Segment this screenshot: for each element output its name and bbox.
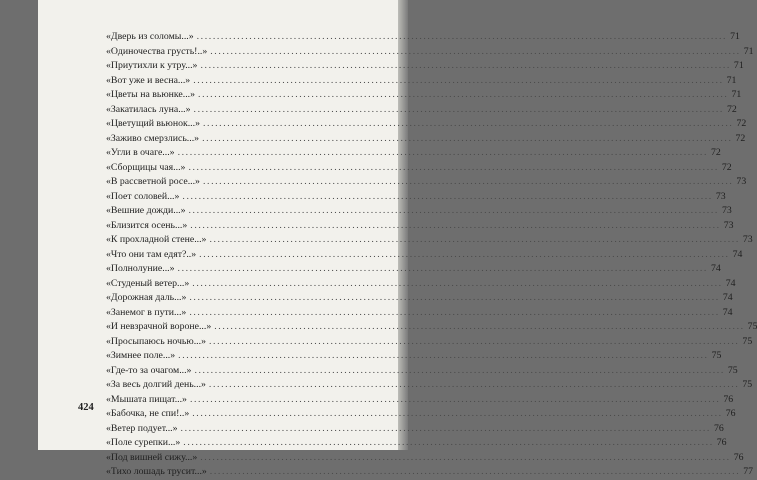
toc-entry-title: «Зимнее поле...» <box>106 350 176 361</box>
toc-entry <box>106 465 754 480</box>
dot-leader <box>198 88 728 103</box>
toc-entry-page: 76 <box>723 393 734 405</box>
toc-entry-page: 71 <box>733 60 744 71</box>
dot-leader <box>210 465 740 480</box>
toc-entry <box>106 335 753 350</box>
toc-entry-title: «Что они там едят?..» <box>106 248 197 260</box>
toc-entry-title: «Закатилась луна...» <box>106 103 191 115</box>
toc-entry-page: 75 <box>747 321 757 332</box>
dot-leader <box>209 233 739 248</box>
toc-entry-page: 76 <box>716 437 727 448</box>
toc-entry-title: «Полнолуние...» <box>106 263 175 274</box>
dot-leader <box>178 262 708 277</box>
dot-leader <box>203 175 733 190</box>
toc-entry-page: 72 <box>721 161 732 173</box>
toc-entry <box>106 88 742 103</box>
toc-entry-page: 73 <box>715 190 726 202</box>
toc-entry <box>106 117 747 132</box>
toc-entry <box>106 378 753 393</box>
dot-leader <box>188 161 718 176</box>
toc-entry-page: 75 <box>711 350 722 361</box>
toc-entry <box>106 364 738 379</box>
toc-entry <box>106 407 736 422</box>
dot-leader <box>209 378 739 393</box>
toc-entry-page: 76 <box>713 422 724 434</box>
toc-entry-page: 73 <box>736 176 747 187</box>
toc-entry-page: 73 <box>723 219 734 231</box>
toc-entry-page: 76 <box>733 451 744 463</box>
toc-entry-title: «Где-то за очагом...» <box>106 364 192 376</box>
toc-entry <box>106 422 724 437</box>
toc-entry-title: «Мышата пищат...» <box>106 393 187 405</box>
page-number: 424 <box>78 402 94 413</box>
toc-entry-title: «Одиночества грусть!..» <box>106 45 208 57</box>
toc-entry <box>106 146 721 161</box>
toc-entry-page: 72 <box>735 132 746 144</box>
toc-entry-page: 74 <box>710 263 721 274</box>
toc-entry <box>106 59 744 74</box>
toc-entry <box>106 204 732 219</box>
toc-entry <box>106 132 746 147</box>
toc-entry-page: 74 <box>732 248 743 260</box>
toc-entry-title: «К прохладной стене...» <box>106 234 207 245</box>
toc-entry-page: 77 <box>743 466 754 477</box>
toc-entry <box>106 74 737 89</box>
toc-entry-page: 74 <box>722 306 733 318</box>
toc-entry <box>106 219 734 234</box>
dot-leader <box>190 393 720 408</box>
dot-leader <box>189 204 719 219</box>
dot-leader <box>210 45 740 60</box>
dot-leader <box>178 146 708 161</box>
toc-entry-title: «Угли в очаге...» <box>106 147 175 158</box>
toc-entry <box>106 277 736 292</box>
toc-entry <box>106 233 753 248</box>
toc-entry-page: 75 <box>742 379 753 390</box>
dot-leader <box>194 364 724 379</box>
dot-leader <box>192 407 722 422</box>
toc-entry-title: «Бабочка, не спи!..» <box>106 408 190 419</box>
dot-leader <box>199 248 729 263</box>
toc-entry-title: «Занемог в пути...» <box>106 306 187 318</box>
toc-entry <box>106 190 726 205</box>
toc-entry-page: 74 <box>722 292 733 303</box>
dot-leader <box>192 277 722 292</box>
toc-entry <box>106 436 727 451</box>
toc-entry <box>106 45 754 60</box>
toc-entry-title: «И невзрачной вороне...» <box>106 321 212 332</box>
dot-leader <box>189 306 719 321</box>
toc-entry-page: 75 <box>742 335 753 347</box>
toc-entry-page: 75 <box>727 364 738 376</box>
toc-entry <box>106 393 734 408</box>
toc-entry-title: «Приутихли к утру...» <box>106 60 198 71</box>
dot-leader <box>183 436 713 451</box>
toc-entry-page: 74 <box>725 277 736 289</box>
toc-entry <box>106 320 757 335</box>
dot-leader <box>200 451 730 466</box>
dot-leader <box>214 320 744 335</box>
toc-entry <box>106 349 722 364</box>
toc-entry-title: «Сборщицы чая...» <box>106 161 186 173</box>
toc-entry-title: «Близится осень...» <box>106 219 188 231</box>
dot-leader <box>209 335 739 350</box>
toc-entry-page: 71 <box>743 45 754 57</box>
dot-leader <box>190 219 720 234</box>
dot-leader <box>193 74 723 89</box>
toc-entry-title: «В рассветной росе...» <box>106 176 200 187</box>
toc-entry-title: «Вот уже и весна...» <box>106 74 191 86</box>
toc-entry-title: «Дверь из соломы...» <box>106 31 194 42</box>
dot-leader <box>181 422 711 437</box>
toc-entry-title: «Поет соловей...» <box>106 190 180 202</box>
toc-entry <box>106 30 740 45</box>
dot-leader <box>202 132 732 147</box>
dot-leader <box>200 59 730 74</box>
toc-entry <box>106 306 733 321</box>
table-of-contents <box>106 30 757 480</box>
toc-entry <box>106 175 747 190</box>
dot-leader <box>203 117 733 132</box>
toc-entry-page: 72 <box>726 103 737 115</box>
toc-entry-page: 71 <box>726 74 737 86</box>
dot-leader <box>189 291 719 306</box>
toc-entry-title: «Тихо лошадь трусит...» <box>106 466 207 477</box>
toc-entry <box>106 161 732 176</box>
dot-leader <box>178 349 708 364</box>
toc-entry-title: «Заживо смерзлись...» <box>106 132 200 144</box>
toc-entry-page: 73 <box>742 234 753 245</box>
toc-entry-page: 71 <box>730 31 740 42</box>
toc-entry-title: «Студеный ветер...» <box>106 277 190 289</box>
toc-entry <box>106 248 743 263</box>
toc-entry-title: «Просыпаюсь ночью...» <box>106 335 206 347</box>
toc-entry-page: 71 <box>731 89 742 100</box>
toc-entry-page: 76 <box>725 408 736 419</box>
toc-entry <box>106 103 737 118</box>
toc-entry-title: «Дорожная даль...» <box>106 292 187 303</box>
toc-entry-title: «За весь долгий день...» <box>106 379 206 390</box>
toc-entry <box>106 451 744 466</box>
toc-entry-title: «Ветер подует...» <box>106 422 178 434</box>
toc-entry-title: «Поле сурепки...» <box>106 437 181 448</box>
toc-entry-title: «Вешние дожди...» <box>106 205 186 216</box>
toc-entry-page: 72 <box>711 147 721 158</box>
toc-entry-title: «Под вишней сижу...» <box>106 451 198 463</box>
dot-leader <box>197 30 727 45</box>
toc-entry-page: 73 <box>721 205 732 216</box>
toc-entry <box>106 262 721 277</box>
dot-leader <box>194 103 724 118</box>
toc-entry-page: 72 <box>736 118 747 129</box>
toc-entry-title: «Цветущий вьюнок...» <box>106 118 200 129</box>
dot-leader <box>182 190 712 205</box>
toc-entry-title: «Цветы на вьюнке...» <box>106 89 196 100</box>
toc-entry <box>106 291 733 306</box>
